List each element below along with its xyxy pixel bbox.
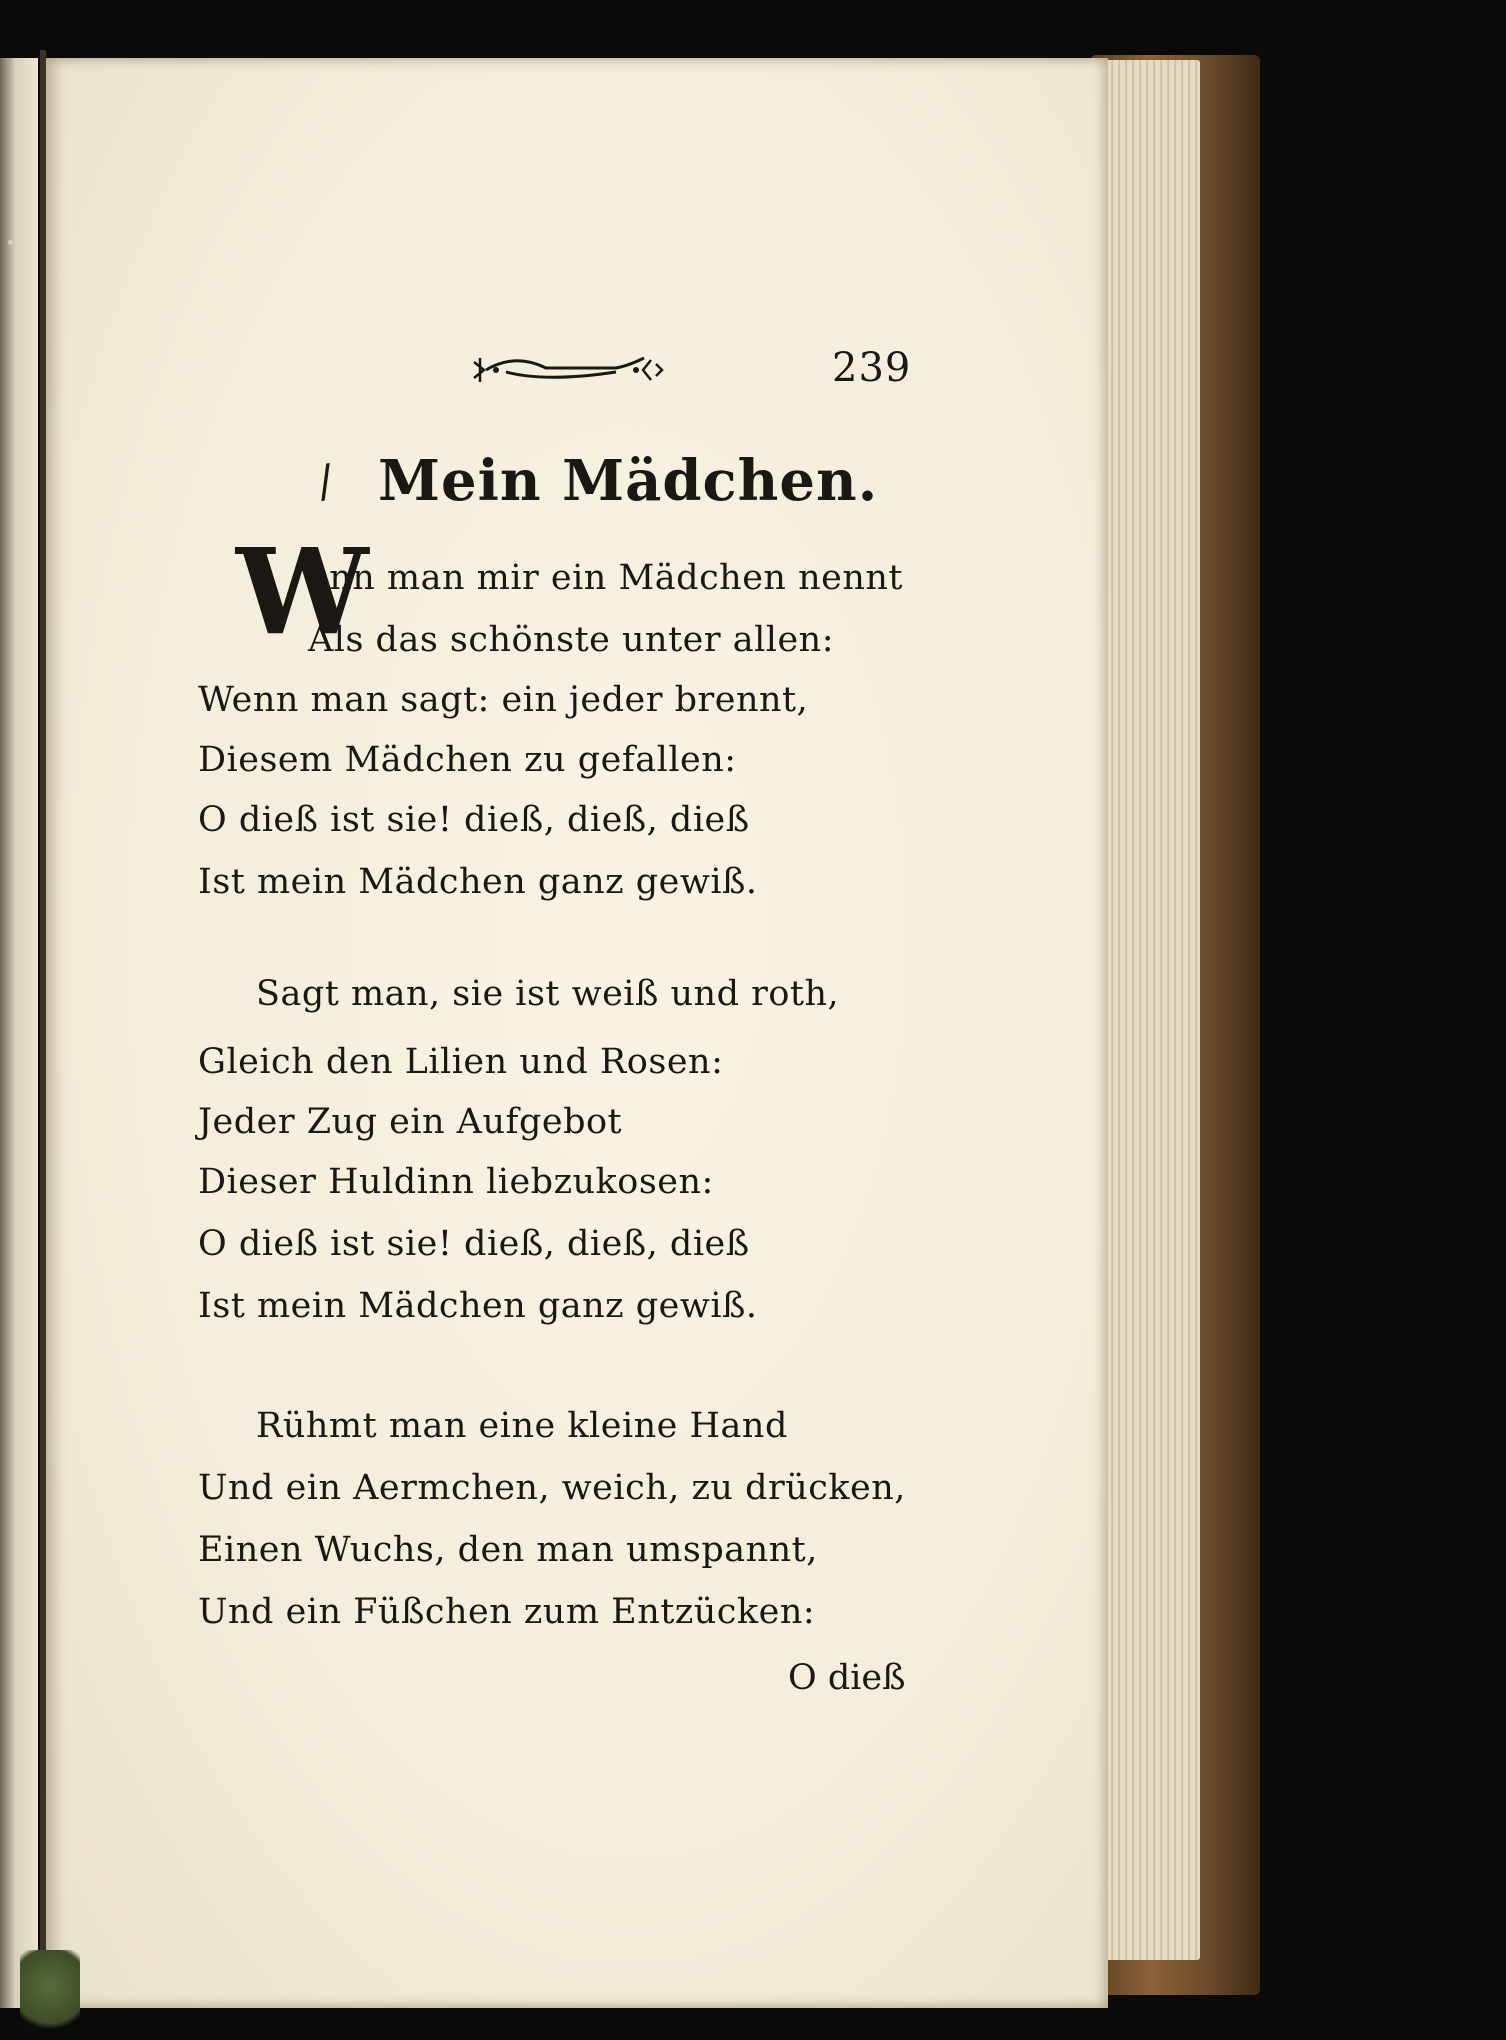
bookmark-ribbon bbox=[20, 1950, 80, 2040]
stanza-2-line-2: Gleich den Lilien und Rosen: bbox=[198, 1042, 724, 1082]
stanza-1-line-6: Ist mein Mädchen ganz gewiß. bbox=[198, 862, 758, 902]
dust-speck bbox=[8, 240, 13, 245]
stanza-1-line-5: O dieß ist sie! dieß, dieß, dieß bbox=[198, 800, 750, 840]
stanza-2-line-4: Dieser Huldinn liebzukosen: bbox=[198, 1162, 714, 1202]
stanza-1-line-3: Wenn man sagt: ein jeder brennt, bbox=[198, 680, 809, 720]
stanza-1-line-2: Als das schönste unter allen: bbox=[308, 620, 835, 660]
left-facing-page-edge bbox=[0, 58, 38, 2008]
book-page bbox=[46, 58, 1108, 2008]
stanza-2-line-5: O dieß ist sie! dieß, dieß, dieß bbox=[198, 1224, 750, 1264]
drop-capital: W bbox=[236, 522, 369, 661]
stanza-2-line-3: Jeder Zug ein Aufgebot bbox=[198, 1102, 623, 1142]
stanza-2-line-1: Sagt man, sie ist weiß und roth, bbox=[256, 974, 840, 1014]
catchword: O dieß bbox=[788, 1658, 906, 1698]
poem-title: Mein Mädchen. bbox=[378, 448, 879, 514]
stanza-3-line-1: Rühmt man eine kleine Hand bbox=[256, 1406, 788, 1446]
stanza-3-line-4: Und ein Füßchen zum Entzücken: bbox=[198, 1592, 816, 1632]
stanza-1-line-1: enn man mir ein Mädchen nennt bbox=[308, 558, 903, 598]
stanza-2-line-6: Ist mein Mädchen ganz gewiß. bbox=[198, 1286, 758, 1326]
stanza-3-line-2: Und ein Aermchen, weich, zu drücken, bbox=[198, 1468, 906, 1508]
page-number: 239 bbox=[832, 345, 912, 391]
stanza-3-line-3: Einen Wuchs, den man umspannt, bbox=[198, 1530, 818, 1570]
page-edges-stack bbox=[1100, 60, 1200, 1960]
stanza-1-line-4: Diesem Mädchen zu gefallen: bbox=[198, 740, 737, 780]
fleuron-ornament-icon bbox=[466, 348, 666, 392]
title-annotation-mark: / bbox=[313, 455, 338, 508]
